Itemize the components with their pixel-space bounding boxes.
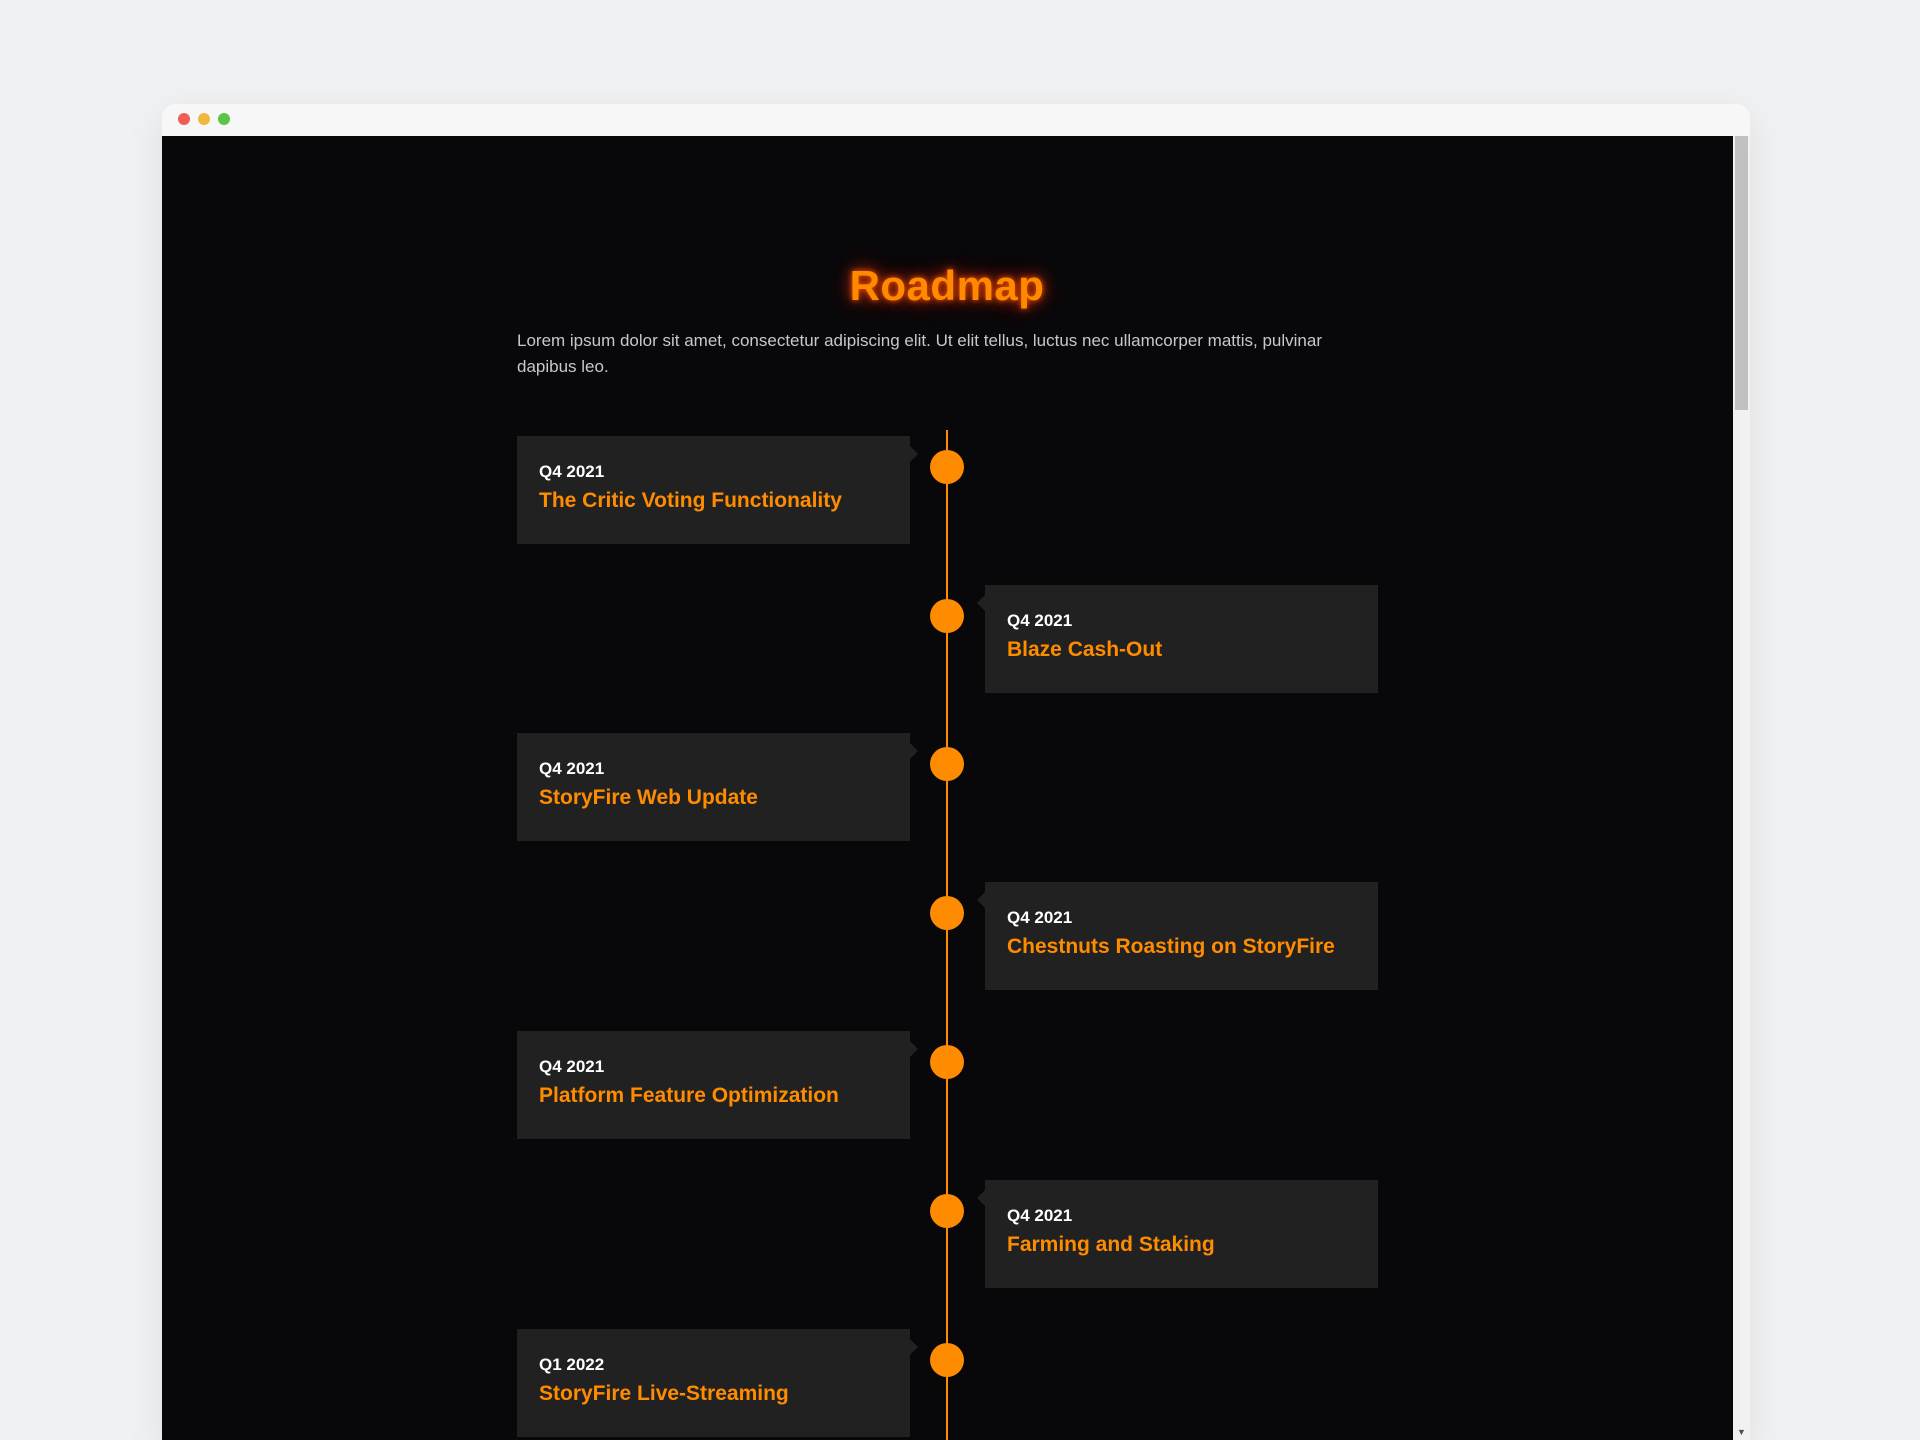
close-window-button[interactable]	[178, 113, 190, 125]
browser-window	[162, 104, 1750, 1440]
timeline-node	[930, 1045, 964, 1079]
roadmap-card	[517, 733, 910, 841]
roadmap-card	[517, 1031, 910, 1139]
roadmap-card	[517, 1329, 910, 1437]
scroll-down-arrow-icon[interactable]: ▼	[1737, 1427, 1746, 1437]
roadmap-card	[985, 1180, 1378, 1288]
timeline-node	[930, 450, 964, 484]
minimize-window-button[interactable]	[198, 113, 210, 125]
maximize-window-button[interactable]	[218, 113, 230, 125]
page-viewport	[162, 136, 1733, 1440]
card-date: Q4 2021	[539, 759, 605, 778]
card-title: Platform Feature Optimization	[539, 1084, 839, 1107]
card-title: StoryFire Live-Streaming	[539, 1382, 789, 1405]
roadmap-card	[517, 436, 910, 544]
card-date: Q4 2021	[1007, 908, 1073, 927]
card-title: The Critic Voting Functionality	[539, 489, 842, 512]
timeline-node	[930, 1194, 964, 1228]
timeline-node	[930, 747, 964, 781]
timeline-node	[930, 1343, 964, 1377]
timeline-node	[930, 896, 964, 930]
vertical-scrollbar[interactable]	[1733, 136, 1750, 1440]
card-title: StoryFire Web Update	[539, 786, 758, 809]
card-title: Chestnuts Roasting on StoryFire	[1007, 935, 1335, 958]
timeline-line	[946, 430, 948, 1440]
card-date: Q4 2021	[1007, 611, 1073, 630]
roadmap-card	[985, 585, 1378, 693]
roadmap-card	[985, 882, 1378, 990]
window-titlebar	[162, 104, 1750, 136]
page-title: Roadmap	[849, 262, 1045, 309]
card-date: Q4 2021	[539, 1057, 605, 1076]
card-date: Q4 2021	[539, 462, 605, 481]
card-title: Blaze Cash-Out	[1007, 638, 1163, 661]
timeline-node	[930, 599, 964, 633]
card-title: Farming and Staking	[1007, 1233, 1215, 1256]
card-date: Q4 2021	[1007, 1206, 1073, 1225]
card-date: Q1 2022	[539, 1355, 605, 1374]
scrollbar-thumb[interactable]	[1735, 136, 1748, 410]
intro-text: Lorem ipsum dolor sit amet, consectetur adipiscing elit. Ut elit tellus, luctus nec ullamcorper mattis, pulvinar dapibus leo.	[517, 331, 1323, 376]
